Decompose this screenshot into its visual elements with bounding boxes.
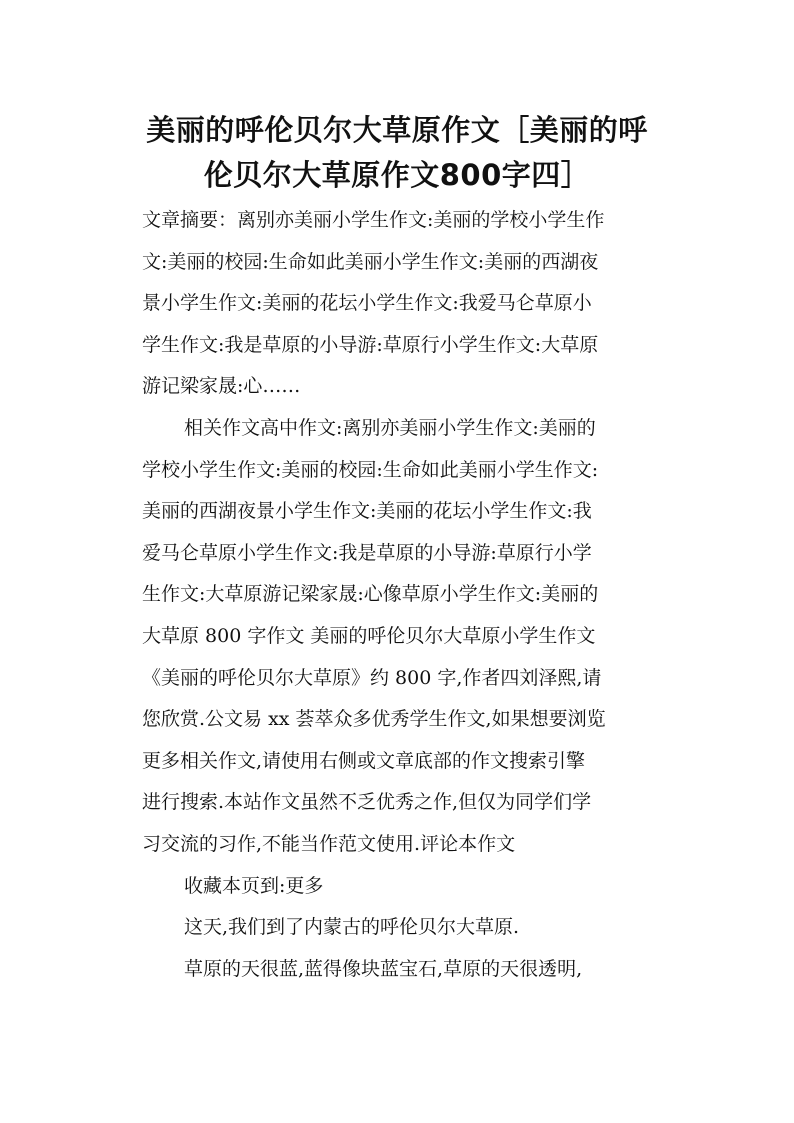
text-line: 文章摘要：离别亦美丽小学生作文:美丽的学校小学生作	[142, 209, 605, 231]
text-line: 大草原 800 字作文 美丽的呼伦贝尔大草原小学生作文	[142, 624, 596, 647]
document-title	[110, 108, 684, 198]
text-line: 您欣赏.公文易 xx 荟萃众多优秀学生作文,如果想要浏览	[142, 708, 606, 731]
paragraph	[142, 907, 672, 949]
paragraph	[142, 949, 672, 991]
title-line-2: 伦贝尔大草原作文800字四］	[203, 158, 591, 192]
text-line: 《美丽的呼伦贝尔大草原》约 800 字,作者四刘泽熙,请	[142, 666, 602, 689]
text-line: 相关作文高中作文:离别亦美丽小学生作文:美丽的	[184, 416, 596, 439]
text-line: 进行搜索.本站作文虽然不乏优秀之作,但仅为同学们学	[142, 791, 592, 814]
title-line-1: 美丽的呼伦贝尔大草原作文［美丽的呼	[146, 113, 648, 147]
text-line: 文:美丽的校园:生命如此美丽小学生作文:美丽的西湖夜	[142, 250, 599, 273]
text-line: 游记梁家晟:心……	[142, 375, 301, 398]
text-line: 习交流的习作,不能当作范文使用.评论本作文	[142, 832, 516, 855]
text-line: 学校小学生作文:美丽的校园:生命如此美丽小学生作文:	[142, 458, 599, 481]
text-line: 爱马仑草原小学生作文:我是草原的小导游:草原行小学	[142, 541, 592, 564]
text-line: 更多相关作文,请使用右侧或文章底部的作文搜索引擎	[142, 749, 586, 772]
text-line: 这天,我们到了内蒙古的呼伦贝尔大草原.	[184, 916, 520, 939]
text-line: 生作文:大草原游记梁家晟:心像草原小学生作文:美丽的	[142, 583, 599, 606]
text-line: 美丽的西湖夜景小学生作文:美丽的花坛小学生作文:我	[142, 500, 592, 523]
document-body	[142, 200, 672, 990]
paragraph	[142, 866, 672, 908]
paragraph	[142, 200, 672, 408]
text-line: 草原的天很蓝,蓝得像块蓝宝石,草原的天很透明,	[184, 957, 583, 980]
text-line: 景小学生作文:美丽的花坛小学生作文:我爱马仑草原小	[142, 292, 592, 315]
text-line: 学生作文:我是草原的小导游:草原行小学生作文:大草原	[142, 333, 599, 356]
paragraph	[142, 408, 672, 866]
text-line: 收藏本页到:更多	[184, 874, 324, 897]
